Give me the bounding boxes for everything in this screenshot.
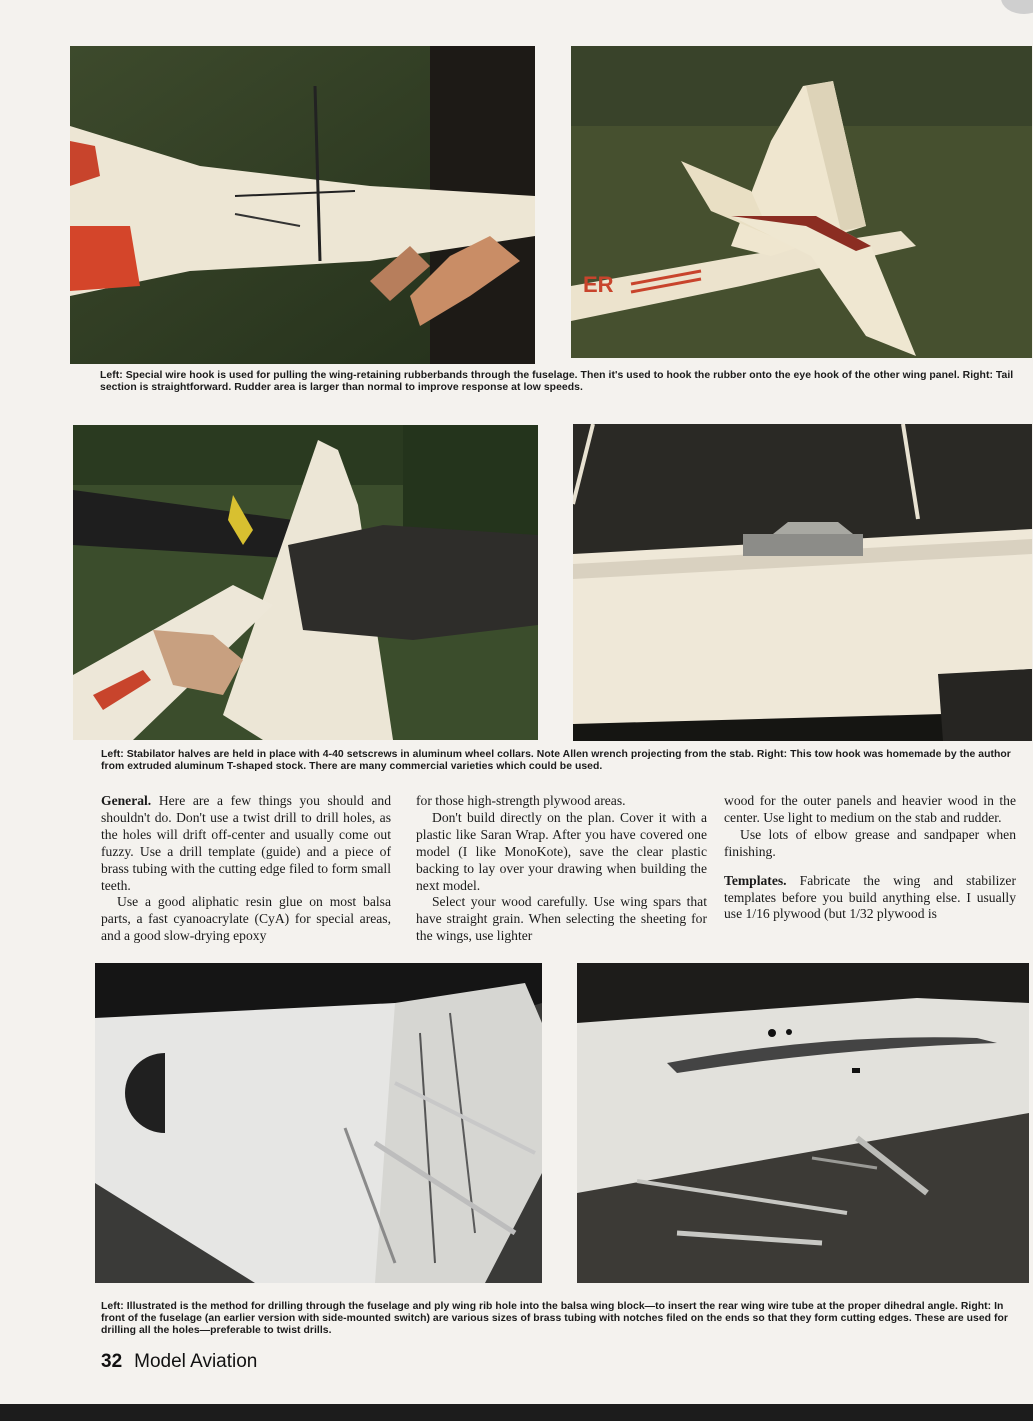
photo-wire-hook bbox=[70, 46, 535, 364]
section-heading-general: General. bbox=[101, 793, 152, 808]
tail-lettering: ER bbox=[583, 272, 614, 297]
paragraph: wood for the outer panels and heavier wood in the center. Use light to medium on the stab and rudder. bbox=[724, 793, 1016, 825]
article-column-1 bbox=[101, 793, 391, 945]
caption-bottom: Left: Illustrated is the method for drilling through the fuselage and ply wing rib hole into the balsa wing block—to insert the rear wing wire tube at the proper dihedral angle. Right: In front of the fuselage (an earlier version with side-mounted switch) are various sizes of brass tubing with notches filed on the ends so that they form cutting edges. These are used for drilling all the holes—preferable to twist drills. bbox=[101, 1301, 1008, 1336]
bottom-border bbox=[0, 1404, 1033, 1421]
caption-top: Left: Special wire hook is used for pulling the wing-retaining rubberbands through the fuselage. Then it's used to hook the rubber onto the eye hook of the other wing panel. Right: Tail section is straightforward. Rudder area is larger than normal to improve response at low speeds. bbox=[100, 370, 1014, 393]
page-number: 32 bbox=[101, 1351, 123, 1372]
photo-tow-hook bbox=[573, 424, 1032, 741]
paragraph: Fabricate the wing and stabilizer templates before you build anything else. I usually use 1/16 plywood (but 1/32 plywood is bbox=[724, 872, 1016, 922]
article-column-2 bbox=[416, 793, 707, 945]
caption-middle: Left: Stabilator halves are held in place with 4-40 setscrews in aluminum wheel collars. Note Allen wrench projecting from the stab. Right: This tow hook was homemade by the author from extruded aluminum T-shaped stock. There are many commercial varieties which could be used. bbox=[101, 749, 1011, 772]
photo-brass-tubing bbox=[577, 963, 1029, 1283]
page-footer bbox=[101, 1351, 257, 1373]
paragraph: Use a good aliphatic resin glue on most balsa parts, a fast cyanoacrylate (CyA) for special areas, and a good slow-drying epoxy bbox=[101, 894, 391, 944]
paragraph: Select your wood carefully. Use wing spars that have straight grain. When selecting the sheeting for the wings, use lighter bbox=[416, 894, 707, 944]
article-column-3 bbox=[724, 793, 1016, 923]
paragraph: Don't build directly on the plan. Cover it with a plastic like Saran Wrap. After you have covered one model (I like MonoKote), save the clear plastic backing to lay over your drawing when building the next model. bbox=[416, 809, 707, 893]
photo-tail-section bbox=[571, 46, 1032, 358]
photo-stabilator bbox=[73, 425, 538, 740]
page-corner bbox=[1001, 0, 1033, 14]
magazine-name: Model Aviation bbox=[134, 1351, 258, 1372]
section-heading-templates: Templates. bbox=[724, 872, 787, 888]
paragraph: Here are a few things you should and shouldn't do. Don't use a twist drill to drill holes, as the holes will drift off-center and usually come out fuzzy. Use a drill template (guide) and a piece of brass tubing with the cutting edge filed to form small teeth. bbox=[101, 793, 391, 893]
photo-drilling-method bbox=[95, 963, 542, 1283]
paragraph: for those high-strength plywood areas. bbox=[416, 793, 626, 808]
paragraph: Use lots of elbow grease and sandpaper when finishing. bbox=[724, 826, 1016, 859]
